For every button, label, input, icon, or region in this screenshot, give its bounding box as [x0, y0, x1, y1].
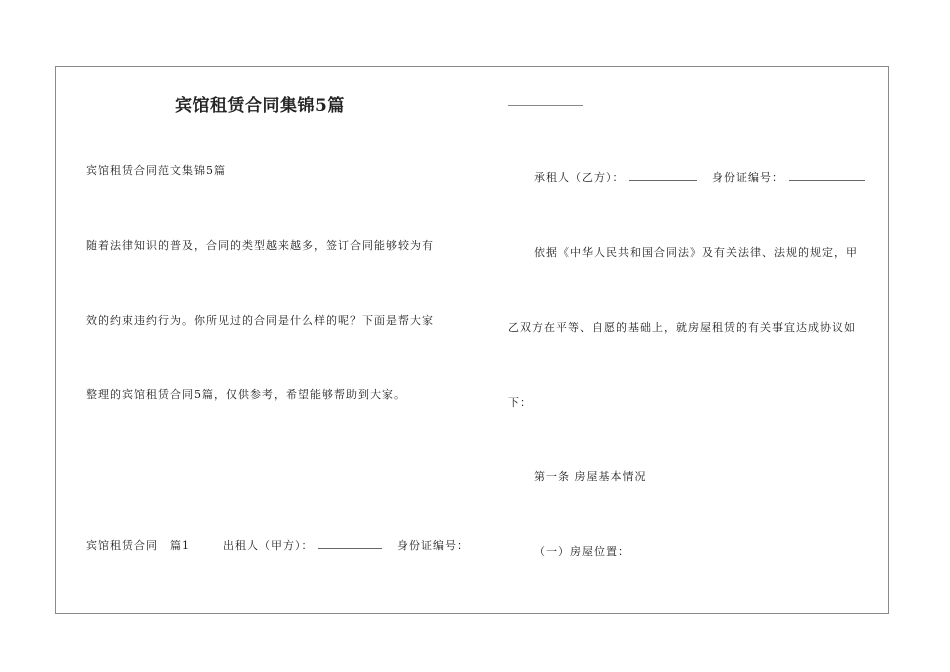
lessee-id-blank-line [789, 170, 865, 181]
lessee-blank-line [629, 170, 697, 181]
lessee-label: 承租人（乙方）： [534, 171, 625, 184]
intro-line-1: 随着法律知识的普及，合同的类型越来越多，签订合同能够较为有 [86, 239, 434, 252]
top-rule [508, 105, 583, 106]
article-1-heading: 第一条 房屋基本情况 [534, 470, 647, 483]
lessor-id-label: 身份证编号： [397, 539, 469, 552]
lessor-blank-line [318, 538, 382, 549]
lessee-row [534, 169, 865, 185]
document-title: 宾馆租赁合同集锦5篇 [175, 96, 345, 116]
item-1-location: （一）房屋位置： [534, 545, 630, 558]
basis-line-3: 下： [508, 396, 532, 409]
lessee-id-label: 身份证编号： [712, 171, 784, 184]
contract-heading [86, 537, 469, 553]
basis-line-1: 依据《中华人民共和国合同法》及有关法律、法规的规定，甲 [534, 246, 858, 259]
lessor-label: 出租人（甲方）： [223, 539, 314, 552]
intro-line-3: 整理的宾馆租赁合同5篇，仅供参考，希望能够帮助到大家。 [86, 388, 406, 401]
basis-line-2: 乙双方在平等、自愿的基础上，就房屋租赁的有关事宜达成协议如 [508, 321, 856, 334]
intro-line-2: 效的约束违约行为。你所见过的合同是什么样的呢？下面是帮大家 [86, 314, 434, 327]
document-page [55, 66, 889, 614]
contract-heading-text: 宾馆租赁合同 篇1 [86, 539, 190, 552]
subtitle: 宾馆租赁合同范文集锦5篇 [86, 164, 226, 177]
